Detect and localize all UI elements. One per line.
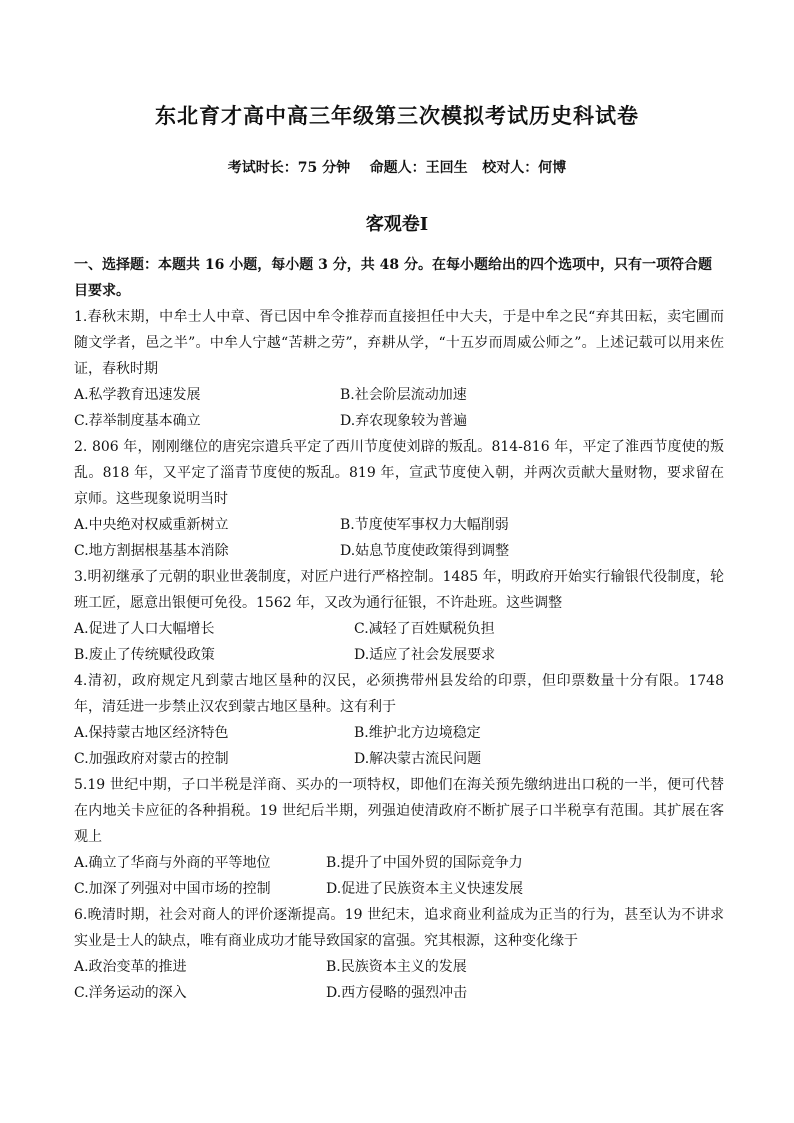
option-c: C.地方割据根基基本消除 — [74, 543, 229, 559]
option-a: A.中央绝对权威重新树立 — [74, 517, 229, 533]
option-c: C.加强政府对蒙古的控制 — [74, 751, 229, 767]
option-d: D.西方侵略的强烈冲击 — [326, 985, 468, 1001]
option-a: A.政治变革的推进 — [74, 959, 187, 975]
question-stem: 4.清初，政府规定凡到蒙古地区垦种的汉民，必须携带州县发给的印票，但印票数量十分有限。1748 年，清廷进一步禁止汉农到蒙古地区垦种。这有利于 — [74, 673, 724, 715]
option-a: A.保持蒙古地区经济特色 — [74, 725, 229, 741]
options — [74, 512, 724, 564]
instructions: 一、选择题：本题共 16 小题，每小题 3 分，共 48 分。在每小题给出的四个选项中，只有一项符合题目要求。 — [74, 257, 712, 299]
question-stem: 6.晚清时期，社会对商人的评价逐渐提高。19 世纪末，追求商业利益成为正当的行为，甚至认为不讲求实业是士人的缺点，唯有商业成功才能导致国家的富强。究其根源，这种变化缘于 — [74, 907, 724, 949]
option-b: B.提升了中国外贸的国际竞争力 — [326, 855, 523, 871]
options — [74, 616, 724, 668]
option-c: C.荐举制度基本确立 — [74, 413, 201, 429]
exam-meta: 考试时长：75 分钟 命题人：王回生 校对人：何博 — [227, 160, 567, 176]
question-stem: 3.明初继承了元朝的职业世袭制度，对匠户进行严格控制。1485 年，明政府开始实行输银代役制度，轮班工匠，愿意出银便可免役。1562 年，又改为通行征银，不许赴班。这些调整 — [74, 569, 724, 611]
question-stem: 5.19 世纪中期，子口半税是洋商、买办的一项特权，即他们在海关预先缴纳进出口税的一半，便可代替在内地关卡应征的各种捐税。19 世纪后半期，列强迫使清政府不断扩展子口半税享有范围。其扩展在客观上 — [74, 777, 724, 845]
option-c: C.加深了列强对中国市场的控制 — [74, 881, 271, 897]
page-title: 东北育才高中高三年级第三次模拟考试历史科试卷 — [155, 103, 639, 128]
option-a: A.确立了华商与外商的平等地位 — [74, 855, 271, 871]
options — [74, 850, 724, 902]
options — [74, 954, 724, 1006]
question-4 — [74, 668, 724, 772]
option-d: D.姑息节度使政策得到调整 — [340, 543, 510, 559]
option-d: D.解决蒙古流民问题 — [354, 751, 482, 767]
options — [74, 382, 724, 434]
option-d: D.适应了社会发展要求 — [354, 647, 496, 663]
option-d: D.弃农现象较为普遍 — [340, 413, 468, 429]
option-d: D.促进了民族资本主义快速发展 — [326, 881, 524, 897]
question-3 — [74, 564, 724, 668]
option-b: B.维护北方边境稳定 — [354, 725, 481, 741]
option-c: C.洋务运动的深入 — [74, 985, 187, 1001]
options — [74, 720, 724, 772]
section-title: 客观卷Ⅰ — [365, 214, 429, 235]
question-5 — [74, 772, 724, 902]
option-a: A.促进了人口大幅增长 — [74, 621, 215, 637]
question-1 — [74, 304, 724, 434]
option-b: B.节度使军事权力大幅削弱 — [340, 517, 509, 533]
question-stem: 1.春秋末期，中牟士人中章、胥已因中牟令推荐而直接担任中大夫，于是中牟之民“弃其田耘，卖宅圃而随文学者，邑之半”。中牟人宁越“苦耕之劳”，弃耕从学，“十五岁而周威公师之”。上述记载可以用来佐证，春秋时期 — [74, 309, 724, 377]
option-b: B.社会阶层流动加速 — [340, 387, 467, 403]
question-stem: 2. 806 年，刚刚继位的唐宪宗遣兵平定了西川节度使刘辟的叛乱。814-816 年，平定了淮西节度使的叛乱。818 年，又平定了淄青节度使的叛乱。819 年，宣武节度使入朝，并两次贡献大量财物，要求留在京师。这些现象说明当时 — [74, 439, 724, 507]
question-6 — [74, 902, 724, 1006]
question-2 — [74, 434, 724, 564]
option-b: B.民族资本主义的发展 — [326, 959, 467, 975]
option-b: B.废止了传统赋役政策 — [74, 647, 215, 663]
questions-area — [74, 252, 724, 1006]
option-a: A.私学教育迅速发展 — [74, 387, 201, 403]
option-c: C.减轻了百姓赋税负担 — [354, 621, 495, 637]
